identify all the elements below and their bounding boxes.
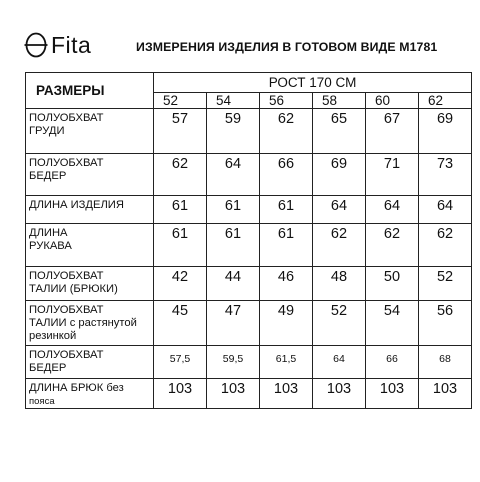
table-cell: 61,5 <box>260 346 313 379</box>
table-cell: 59,5 <box>207 346 260 379</box>
size-header: 62 <box>419 93 472 109</box>
growth-header: РОСТ 170 СМ <box>154 73 472 93</box>
table-cell: 52 <box>313 301 366 346</box>
table-row <box>26 154 472 196</box>
table-row <box>26 379 472 409</box>
table-cell: 62 <box>154 154 207 196</box>
table-cell: 64 <box>313 346 366 379</box>
table-cell: 103 <box>419 379 472 409</box>
table-cell: 61 <box>154 196 207 224</box>
size-header: 52 <box>154 93 207 109</box>
table-cell: 62 <box>366 224 419 267</box>
table-cell: 103 <box>207 379 260 409</box>
table-cell: 48 <box>313 267 366 301</box>
size-header: 54 <box>207 93 260 109</box>
row-label <box>26 301 154 346</box>
row-label <box>26 267 154 301</box>
table-cell: 57,5 <box>154 346 207 379</box>
table-cell: 57 <box>154 109 207 154</box>
row-label-line: БЕДЕР <box>29 362 67 374</box>
row-label-line: резинкой <box>29 330 77 342</box>
brand-logo <box>24 30 91 60</box>
size-header: 60 <box>366 93 419 109</box>
row-label-line: РУКАВА <box>29 240 72 252</box>
table-cell: 64 <box>207 154 260 196</box>
row-label-line: ПОЛУОБХВАТ <box>29 157 104 169</box>
row-label-line: ТАЛИИ (БРЮКИ) <box>29 283 118 295</box>
table-cell: 68 <box>419 346 472 379</box>
size-header: 58 <box>313 93 366 109</box>
table-cell: 71 <box>366 154 419 196</box>
header-row-growth <box>26 73 472 93</box>
table-cell: 69 <box>313 154 366 196</box>
row-label <box>26 346 154 379</box>
sizes-header: РАЗМЕРЫ <box>26 73 154 109</box>
table-cell: 103 <box>154 379 207 409</box>
table-cell: 66 <box>366 346 419 379</box>
page-header <box>24 30 464 64</box>
table-cell: 61 <box>154 224 207 267</box>
row-label-line: ТАЛИИ с растянутой <box>29 317 137 329</box>
table-row <box>26 267 472 301</box>
table-cell: 62 <box>313 224 366 267</box>
table-cell: 50 <box>366 267 419 301</box>
table-row <box>26 109 472 154</box>
table-row <box>26 301 472 346</box>
row-label-line: ДЛИНА ИЗДЕЛИЯ <box>29 199 124 211</box>
table-cell: 54 <box>366 301 419 346</box>
table-cell: 62 <box>419 224 472 267</box>
fita-theta-logo-icon <box>24 31 48 59</box>
table-row <box>26 346 472 379</box>
table-cell: 62 <box>260 109 313 154</box>
table-cell: 103 <box>313 379 366 409</box>
table-cell: 64 <box>366 196 419 224</box>
table-cell: 65 <box>313 109 366 154</box>
measurements-table <box>25 72 472 409</box>
table-cell: 64 <box>419 196 472 224</box>
row-label-line: пояса <box>29 396 55 407</box>
table-cell: 44 <box>207 267 260 301</box>
table-cell: 73 <box>419 154 472 196</box>
row-label-line: ПОЛУОБХВАТ <box>29 112 104 124</box>
table-cell: 49 <box>260 301 313 346</box>
table-cell: 47 <box>207 301 260 346</box>
row-label <box>26 196 154 224</box>
table-cell: 103 <box>366 379 419 409</box>
table-cell: 67 <box>366 109 419 154</box>
table-cell: 46 <box>260 267 313 301</box>
table-cell: 61 <box>207 224 260 267</box>
row-label <box>26 224 154 267</box>
table-cell: 52 <box>419 267 472 301</box>
row-label-line: БЕДЕР <box>29 170 67 182</box>
table-cell: 42 <box>154 267 207 301</box>
table-cell: 59 <box>207 109 260 154</box>
table-cell: 61 <box>260 196 313 224</box>
row-label-line: ПОЛУОБХВАТ <box>29 349 104 361</box>
document-title: ИЗМЕРЕНИЯ ИЗДЕЛИЯ В ГОТОВОМ ВИДЕ М1781 <box>136 40 438 54</box>
row-label <box>26 154 154 196</box>
brand-name: Fita <box>51 31 92 58</box>
row-label-line: ДЛИНА <box>29 227 68 239</box>
table-cell: 61 <box>207 196 260 224</box>
row-label <box>26 109 154 154</box>
table-cell: 103 <box>260 379 313 409</box>
size-header: 56 <box>260 93 313 109</box>
row-label-line: ДЛИНА БРЮК без <box>29 382 124 394</box>
table-cell: 66 <box>260 154 313 196</box>
table-cell: 69 <box>419 109 472 154</box>
row-label-line: ГРУДИ <box>29 125 65 137</box>
table-cell: 64 <box>313 196 366 224</box>
row-label-line: ПОЛУОБХВАТ <box>29 304 104 316</box>
table-cell: 61 <box>260 224 313 267</box>
table-row <box>26 224 472 267</box>
table-cell: 45 <box>154 301 207 346</box>
table-row <box>26 196 472 224</box>
table-cell: 56 <box>419 301 472 346</box>
row-label-line: ПОЛУОБХВАТ <box>29 270 104 282</box>
row-label <box>26 379 154 409</box>
